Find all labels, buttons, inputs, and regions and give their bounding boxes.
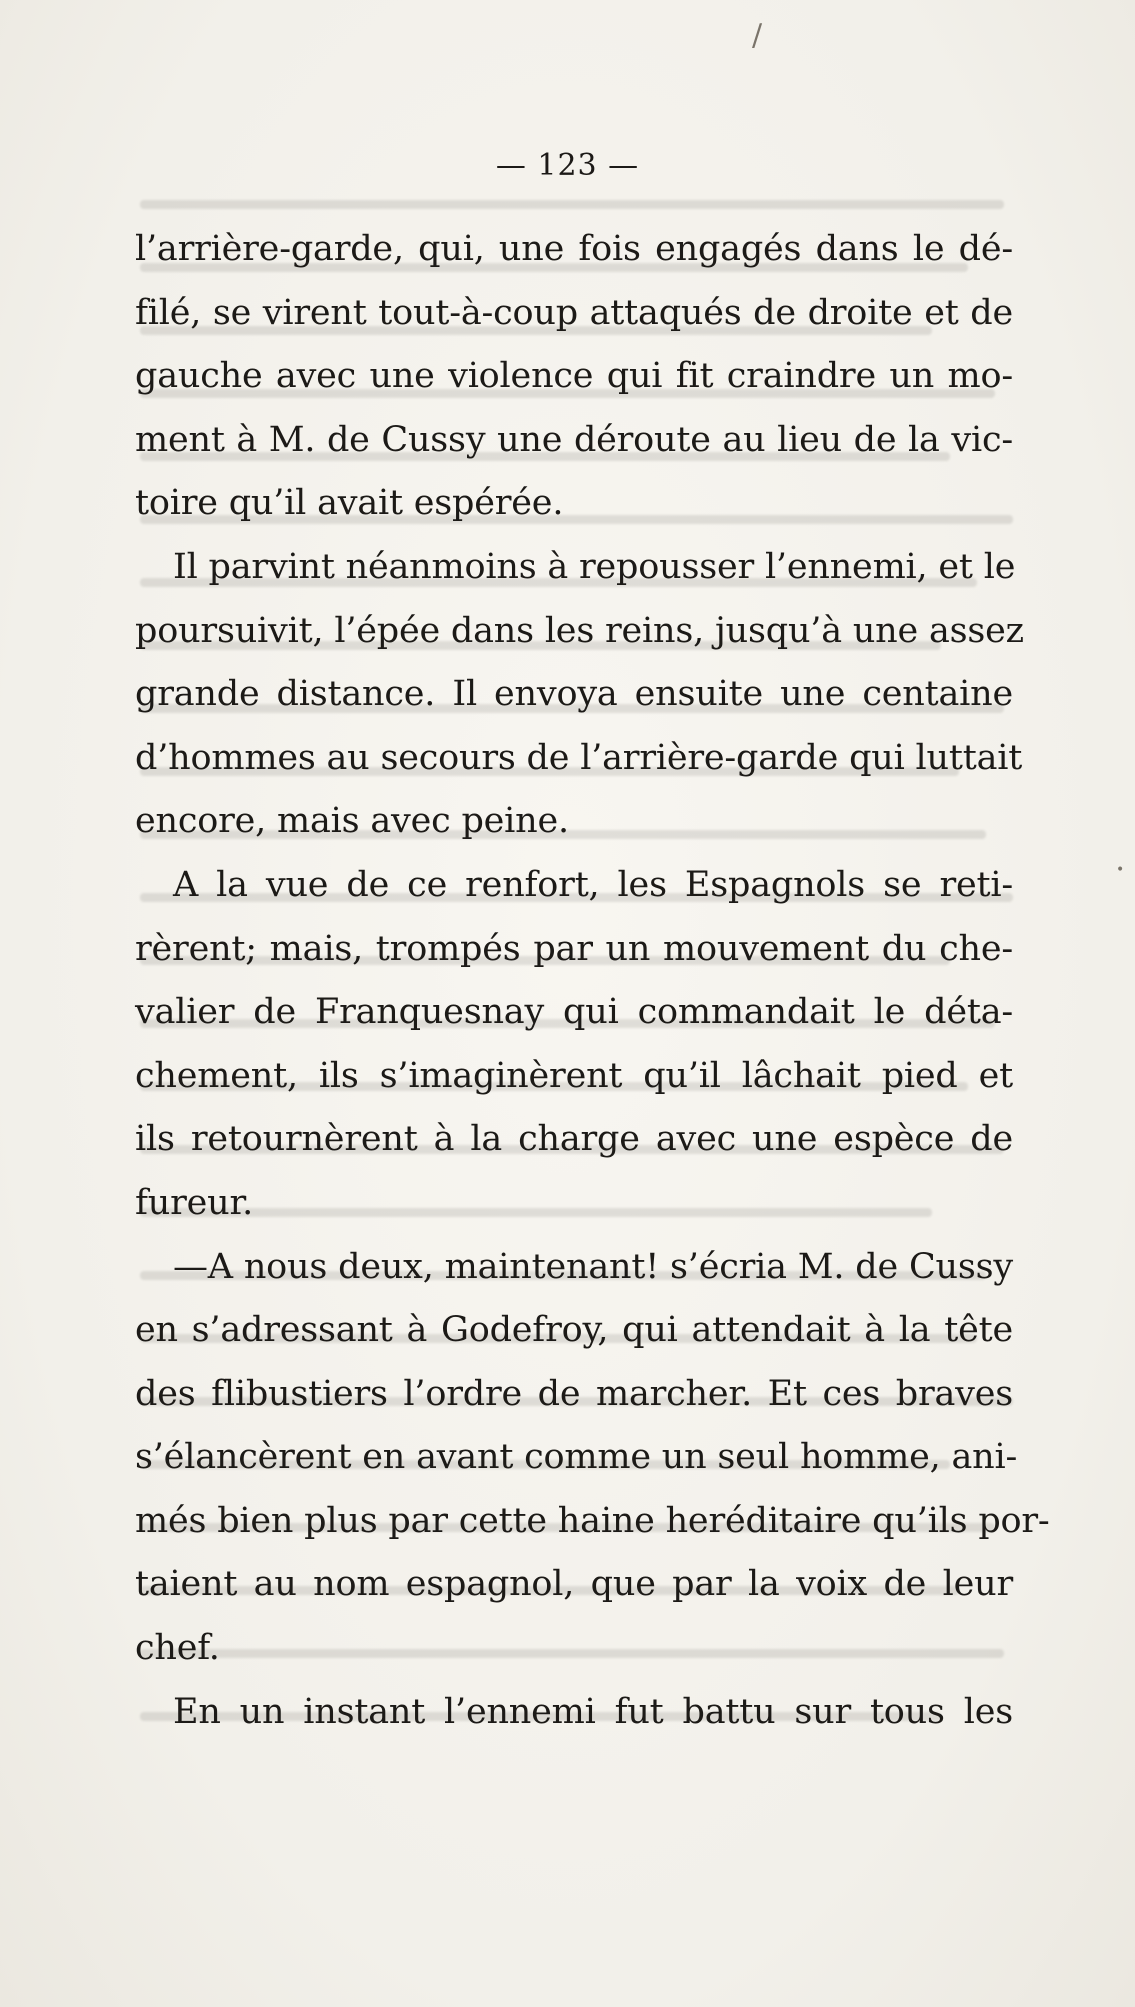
text-line: des flibustiers l’ordre de marcher. Et ces braves — [135, 1373, 1013, 1414]
text-line: taient au nom espagnol, que par la voix de leur — [135, 1564, 1013, 1605]
text-line: filé, se virent tout-à-coup attaqués de droite et de — [135, 292, 1013, 333]
text-line: toire qu’il avait espérée. — [135, 483, 564, 524]
page-number: — 123 — — [495, 148, 640, 183]
text-line: grande distance. Il envoya ensuite une centaine — [135, 674, 1013, 715]
ink-dot-mark: • — [1116, 862, 1125, 878]
text-line: rèrent; mais, trompés par un mouvement du che- — [135, 928, 1013, 969]
text-line: poursuivit, l’épée dans les reins, jusqu’à une assez — [135, 610, 1024, 651]
text-line: l’arrière-garde, qui, une fois engagés dans le dé- — [135, 229, 1013, 269]
text-line: Il parvint néanmoins à repousser l’ennemi, et le — [173, 546, 1016, 587]
text-line: chef. — [135, 1628, 220, 1669]
text-line: d’hommes au secours de l’arrière-garde qui luttait — [135, 737, 1023, 778]
text-line: En un instant l’ennemi fut battu sur tous les — [173, 1691, 1013, 1732]
text-line: fureur. — [135, 1182, 254, 1223]
text-line: ils retournèrent à la charge avec une espèce de — [135, 1119, 1013, 1160]
text-line: ment à M. de Cussy une déroute au lieu de la vic- — [135, 419, 1013, 460]
text-line: gauche avec une violence qui fit craindre un mo- — [135, 356, 1013, 397]
text-line: A la vue de ce renfort, les Espagnols se reti- — [173, 864, 1013, 905]
text-line: valier de Franquesnay qui commandait le déta- — [135, 992, 1013, 1033]
text-line: —A nous deux, maintenant! s’écria M. de Cussy — [173, 1246, 1013, 1287]
text-line: chement, ils s’imaginèrent qu’il lâchait pied et — [135, 1055, 1013, 1096]
text-line: més bien plus par cette haine heréditaire qu’ils por- — [135, 1500, 1050, 1541]
body-text — [135, 218, 1050, 1744]
text-line: s’élancèrent en avant comme un seul homme, ani- — [135, 1437, 1018, 1478]
ink-speck-mark: / — [752, 18, 763, 53]
text-line: encore, mais avec peine. — [135, 801, 569, 842]
text-line: en s’adressant à Godefroy, qui attendait à la tête — [135, 1310, 1013, 1351]
